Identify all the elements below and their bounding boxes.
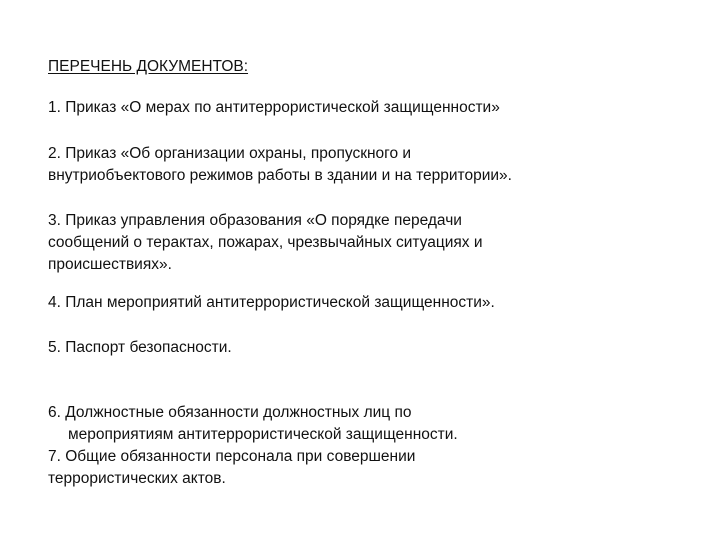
- list-item-1: 1. Приказ «О мерах по антитеррористической защищенности»: [48, 99, 500, 116]
- list-item-6-line2: мероприятиям антитеррористической защищенности.: [68, 426, 458, 443]
- document-title: ПЕРЕЧЕНЬ ДОКУМЕНТОВ:: [48, 58, 249, 75]
- list-item-7: 7. Общие обязанности персонала при совершении террористических актов.: [48, 448, 416, 487]
- list-item-5: 5. Паспорт безопасности.: [48, 339, 232, 356]
- list-item-2: 2. Приказ «Об организации охраны, пропускного и внутриобъектового режимов работы в здании и на территории».: [48, 145, 512, 184]
- list-item-6-line1: 6. Должностные обязанности должностных лиц по: [48, 404, 412, 421]
- list-item-3: 3. Приказ управления образования «О порядке передачи сообщений о терактах, пожарах, чрезвычайных ситуациях и происшествиях».: [48, 212, 483, 273]
- list-item-4: 4. План мероприятий антитеррористической защищенности».: [48, 294, 495, 311]
